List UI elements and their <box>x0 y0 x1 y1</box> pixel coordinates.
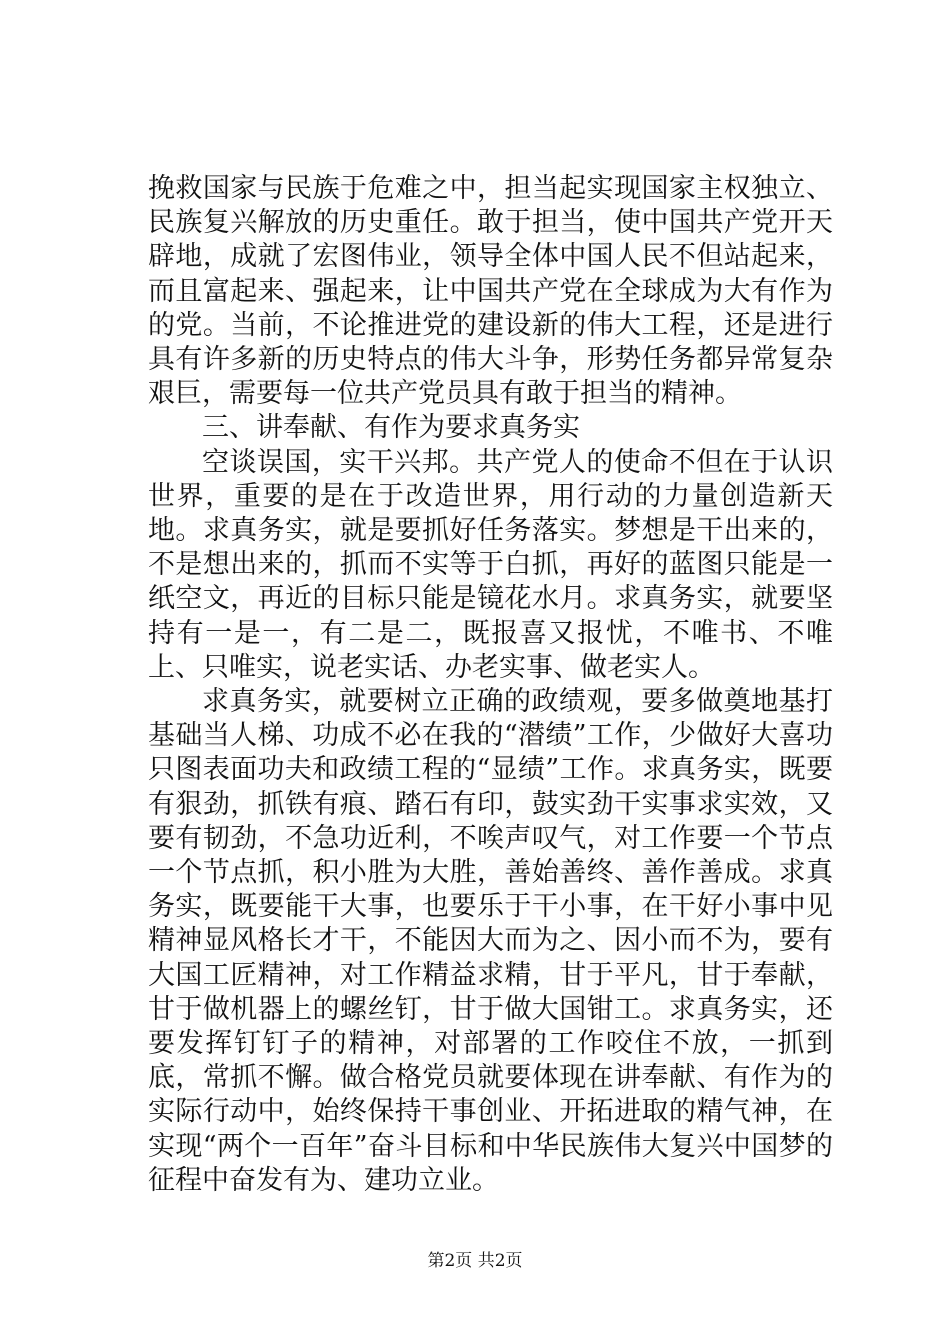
section-heading: 三、讲奉献、有作为要求真务实 <box>202 412 580 444</box>
document-body <box>148 172 833 1198</box>
paragraph: 求真务实，就要树立正确的政绩观，要多做奠地基打基础当人梯、功成不必在我的“潜绩”工作，少做好大喜功只图表面功夫和政绩工程的“显绩”工作。求真务实，既要有狠劲，抓铁有痕、踏石有印，鼓实劲干实事求实效，又要有韧劲，不急功近利，不唉声叹气，对工作要一个节点一个节点抓，积小胜为大胜，善始善终、善作善成。求真务实，既要能干大事，也要乐于干小事，在干好小事中见精神显风格长才干，不能因大而为之、因小而不为，要有大国工匠精神，对工作精益求精，甘于平凡，甘于奉献，甘于做机器上的螺丝钉，甘于做大国钳工。求真务实，还要发挥钉钉子的精神，对部署的工作咬住不放，一抓到底，常抓不懈。做合格党员就要体现在讲奉献、有作为的实际行动中，始终保持干事创业、开拓进取的精气神，在实现“两个一百年”奋斗目标和中华民族伟大复兴中国梦的征程中奋发有为、建功立业。 <box>148 686 833 1196</box>
paragraph-continuation: 挽救国家与民族于危难之中，担当起实现国家主权独立、民族复兴解放的历史重任。敢于担当，使中国共产党开天辟地，成就了宏图伟业，领导全体中国人民不但站起来，而且富起来、强起来，让中国共产党在全球成为大有作为的党。当前，不论推进党的建设新的伟大工程，还是进行具有许多新的历史特点的伟大斗争，形势任务都异常复杂艰巨，需要每一位共产党员具有敢于担当的精神。 <box>148 173 833 410</box>
page-number-footer: 第2页 共2页 <box>427 1251 523 1271</box>
paragraph: 空谈误国，实干兴邦。共产党人的使命不但在于认识世界，重要的是在于改造世界，用行动的力量创造新天地。求真务实，就是要抓好任务落实。梦想是干出来的，不是想出来的，抓而不实等于白抓，再好的蓝图只能是一纸空文，再近的目标只能是镜花水月。求真务实，就要坚持有一是一，有二是二，既报喜又报忧，不唯书、不唯上、只唯实，说老实话、办老实事、做老实人。 <box>148 446 833 683</box>
